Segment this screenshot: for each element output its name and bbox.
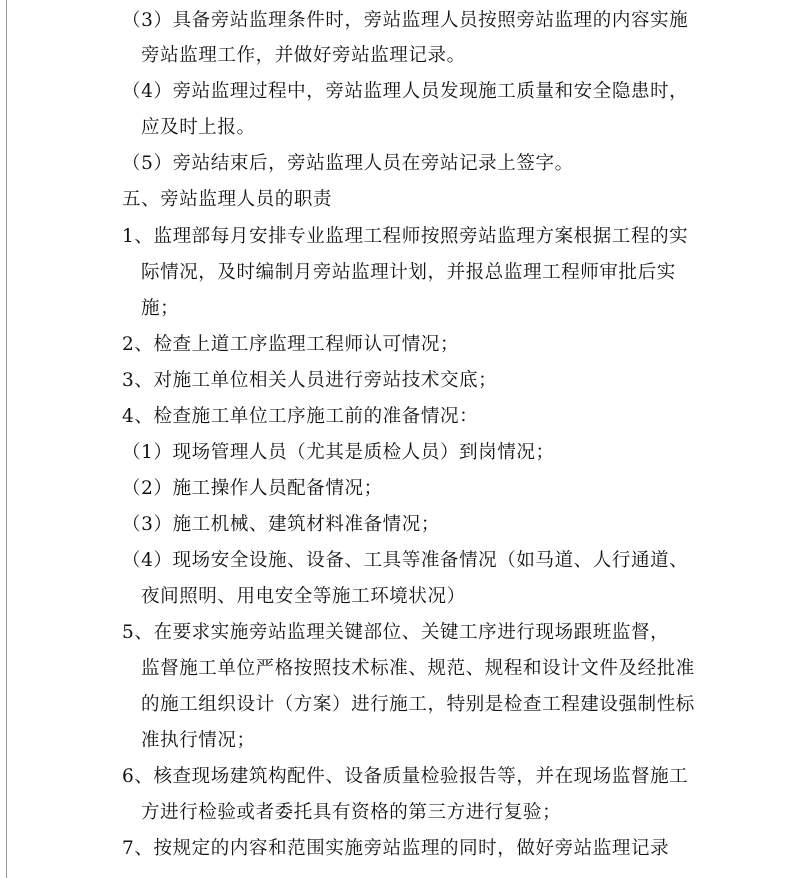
page-left-border bbox=[6, 0, 7, 878]
text-line-9: 施； bbox=[141, 298, 180, 319]
text-line-3: （4）旁站监理过程中，旁站监理人员发现施工质量和安全隐患时， bbox=[122, 81, 689, 102]
text-line-24: 7、按规定的内容和范围实施旁站监理的同时，做好旁站监理记录 bbox=[122, 838, 670, 859]
text-line-4: 应及时上报。 bbox=[141, 117, 256, 138]
text-line-16: （4）现场安全设施、设备、工具等准备情况（如马道、人行通道、 bbox=[122, 550, 689, 571]
text-line-18: 5、在要求实施旁站监理关键部位、关键工序进行现场跟班监督， bbox=[122, 622, 670, 643]
text-line-14: （2）施工操作人员配备情况； bbox=[122, 478, 383, 499]
text-line-15: （3）施工机械、建筑材料准备情况； bbox=[122, 514, 440, 535]
text-line-20: 的施工组织设计（方案）进行施工，特别是检查工程建设强制性标 bbox=[141, 694, 695, 715]
text-line-8: 际情况，及时编制月旁站监理计划，并报总监理工程师审批后实 bbox=[141, 262, 676, 283]
text-line-2: 旁站监理工作，并做好旁站监理记录。 bbox=[141, 45, 466, 66]
text-line-21: 准执行情况； bbox=[141, 730, 256, 751]
text-line-19: 监督施工单位严格按照技术标准、规范、规程和设计文件及经批准 bbox=[141, 658, 695, 679]
text-line-17: 夜间照明、用电安全等施工环境状况） bbox=[141, 586, 466, 607]
text-line-10: 2、检查上道工序监理工程师认可情况； bbox=[122, 334, 460, 355]
text-line-7: 1、监理部每月安排专业监理工程师按照旁站监理方案根据工程的实 bbox=[122, 226, 689, 247]
text-line-23: 方进行检验或者委托具有资格的第三方进行复验； bbox=[141, 802, 562, 823]
text-line-22: 6、核查现场建筑构配件、设备质量检验报告等，并在现场监督施工 bbox=[122, 766, 689, 787]
text-line-12: 4、检查施工单位工序施工前的准备情况： bbox=[122, 406, 479, 427]
text-line-1: （3）具备旁站监理条件时，旁站监理人员按照旁站监理的内容实施 bbox=[122, 10, 689, 31]
text-line-5: （5）旁站结束后，旁站监理人员在旁站记录上签字。 bbox=[122, 153, 574, 174]
text-line-13: （1）现场管理人员（尤其是质检人员）到岗情况； bbox=[122, 442, 555, 463]
section-heading: 五、旁站监理人员的职责 bbox=[122, 189, 333, 210]
text-line-11: 3、对施工单位相关人员进行旁站技术交底； bbox=[122, 370, 498, 391]
